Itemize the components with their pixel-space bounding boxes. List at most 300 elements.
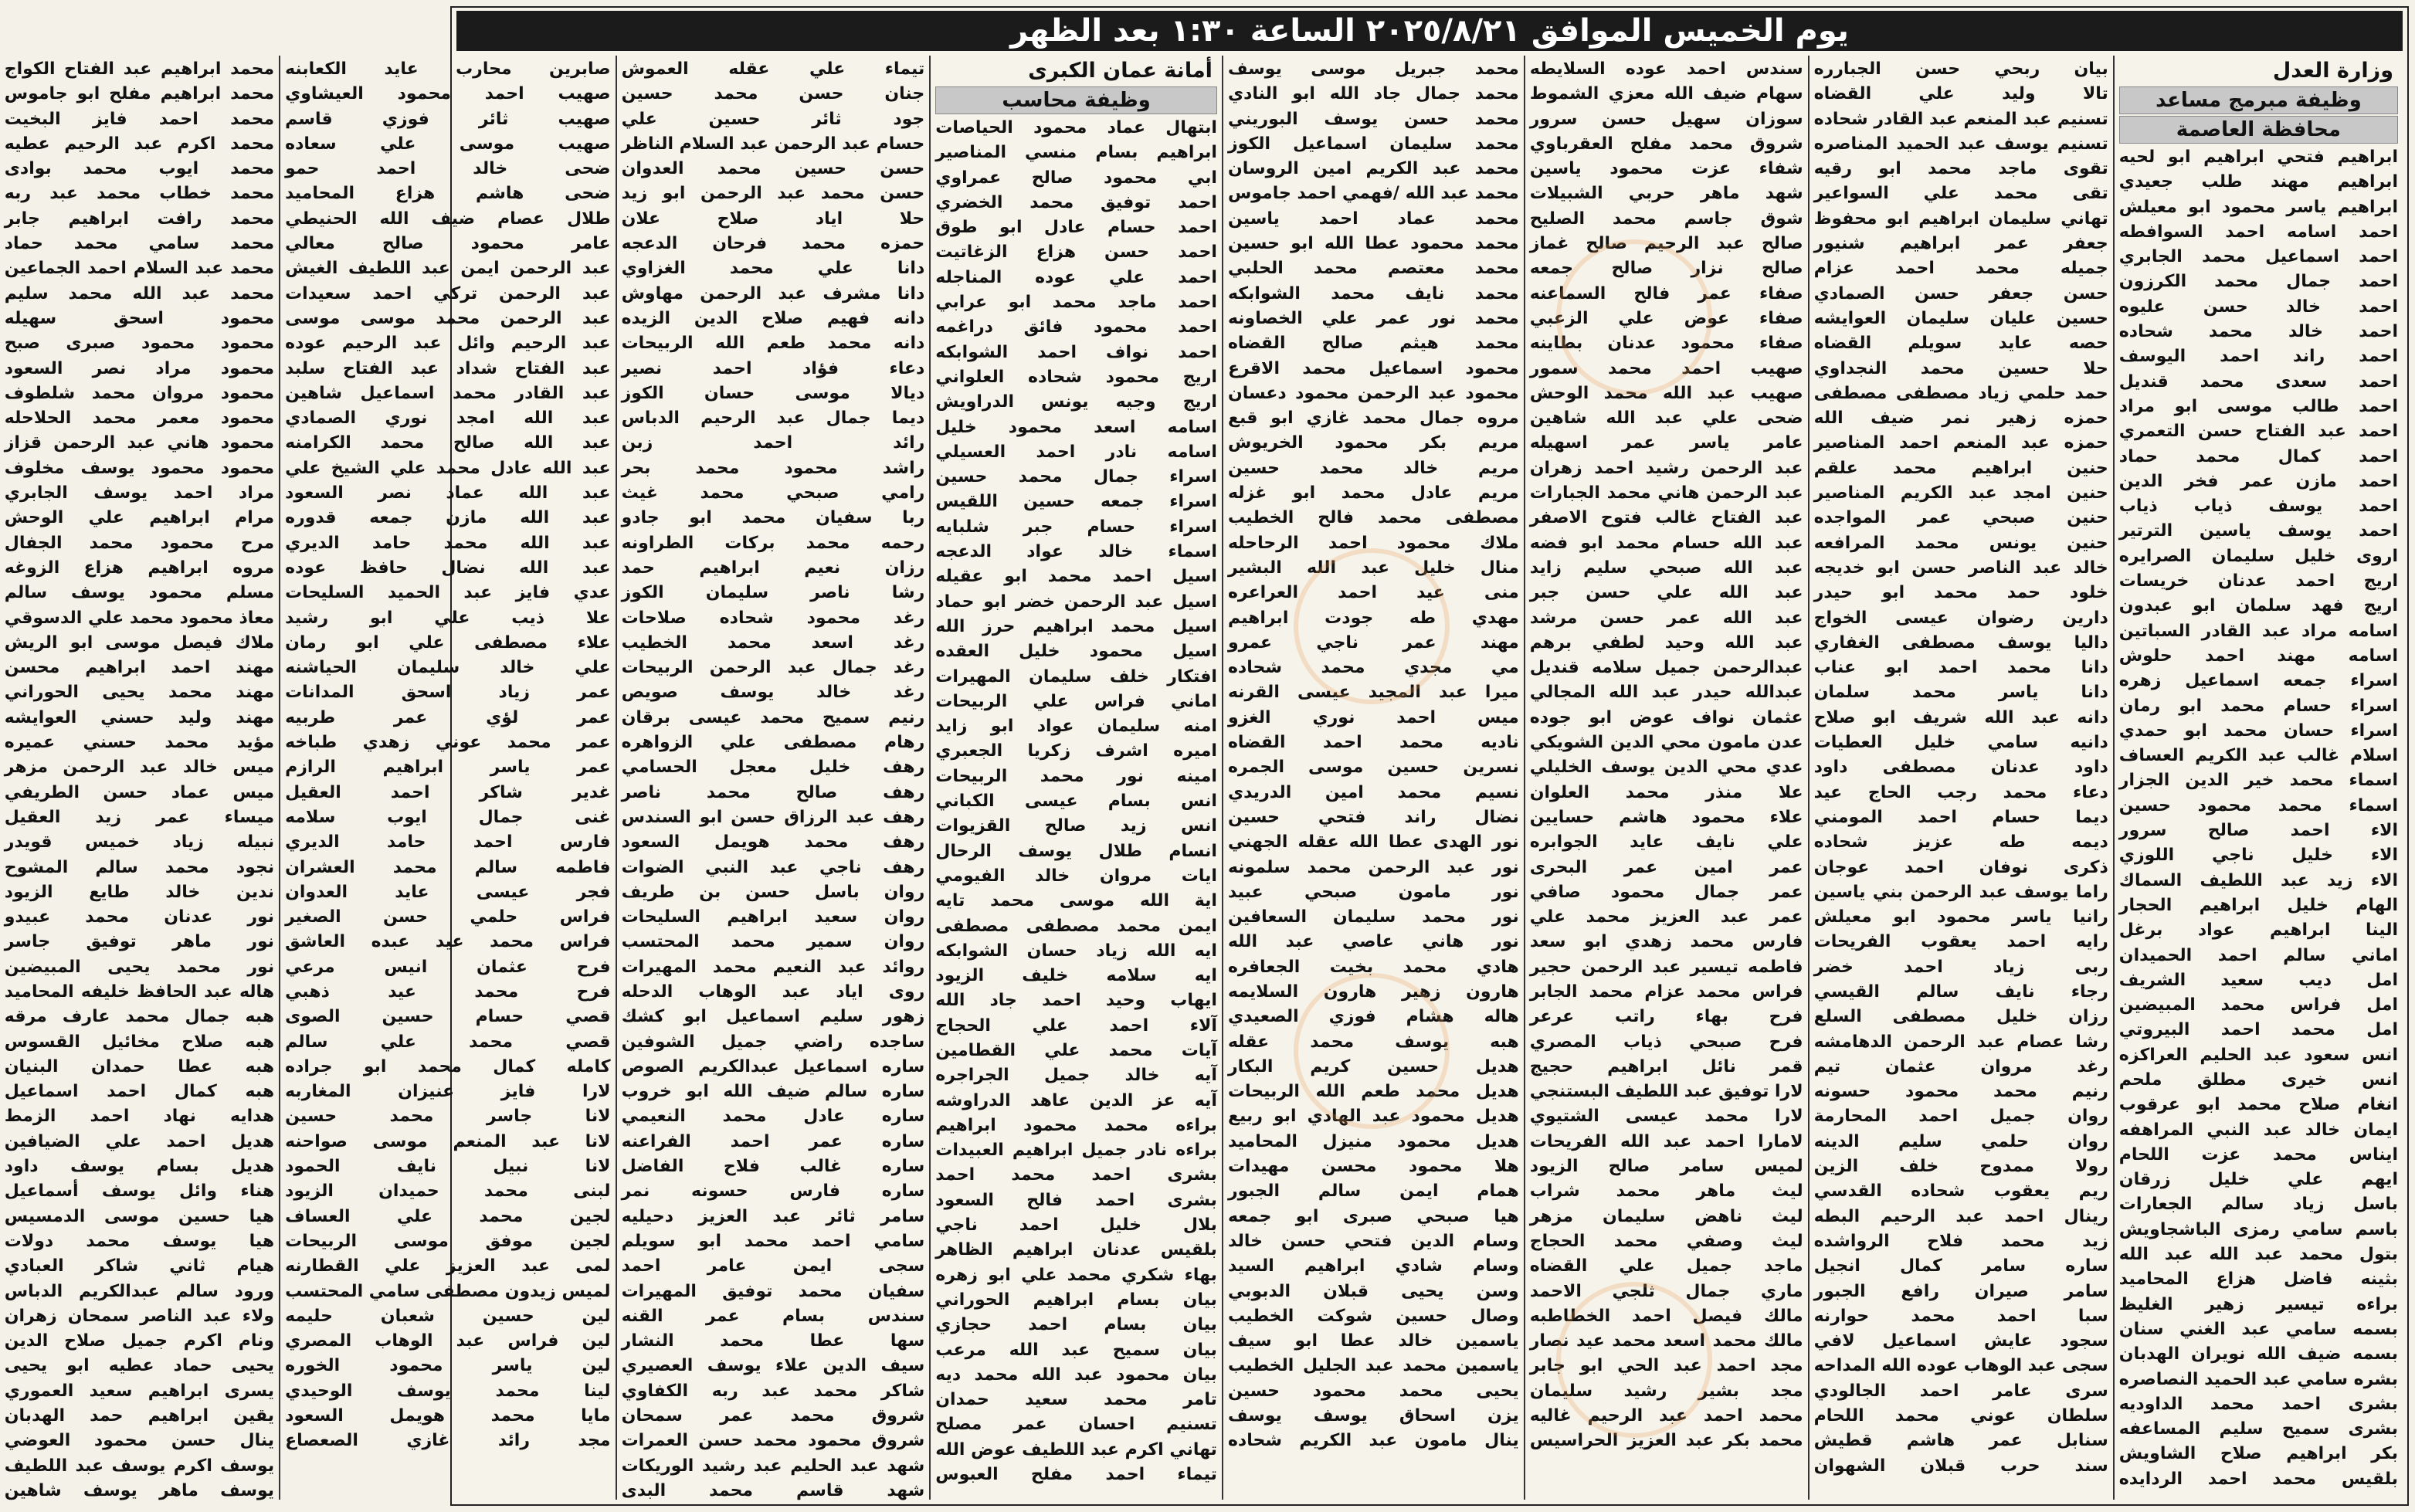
list-item: كامله كمال محمد ابو جراده: [285, 1056, 611, 1076]
list-item: هيا يوسف محمد دولات: [4, 1231, 275, 1251]
list-item: اسيل احمد محمد ابو عقيله: [935, 567, 1217, 587]
list-item: انسام طلال يوسف الرحال: [935, 841, 1217, 861]
list-item: لين فراس عبد الوهاب المصري: [285, 1331, 611, 1351]
list-item: اريج وجيه يونس الدراويش: [935, 392, 1217, 412]
list-item: محمد معتصم محمد الحلبي: [1227, 259, 1519, 279]
list-item: عبد الله عماد نصر السعود: [285, 483, 611, 503]
section-heading: وزارة العدل: [2272, 59, 2393, 83]
list-item: احمد خالد حسن عليوه: [2118, 297, 2398, 317]
list-item: ايه سلامه خليف الزيود: [935, 966, 1217, 986]
list-item: حلا حسين محمد النجداوي: [1813, 358, 2108, 378]
list-item: اروى خليل سليمان الصرايره: [2118, 546, 2398, 566]
list-item: دانيه سامي خليل العطيات: [1813, 733, 2108, 753]
list-item: مهند عمر ناجي عمرو: [1227, 632, 1519, 653]
list-item: جنان حسن محمد حسين: [621, 84, 925, 104]
list-item: سامر صيران رافع الجبور: [1813, 1281, 2108, 1301]
list-item: جعفر عمر ابراهيم شنيور: [1813, 234, 2108, 254]
list-item: رغد خالد يوسف صويص: [621, 683, 925, 703]
list-item: ساره سالم ضيف الله ابو خروب: [621, 1082, 925, 1102]
list-item: عمر ياسر ابراهيم الرازم: [285, 758, 611, 778]
list-item: يزن اسحاق يوسف يوسف: [1227, 1406, 1519, 1426]
list-item: صهيب عبد الله محمد الوحش: [1529, 383, 1803, 403]
list-item: ايهم علي خليل زرقان: [2118, 1170, 2398, 1190]
list-item: عبد الله صالح محمد الكرامنه: [285, 433, 611, 453]
list-item: روان جميل احمد المحارمة: [1813, 1107, 2108, 1127]
list-item: انس سعود عبد الحليم العراكزه: [2118, 1045, 2398, 1065]
list-item: محمد اكرم عبد الرحيم عطيه: [4, 134, 275, 154]
list-item: وسام الدين فتحي حسن خالد: [1227, 1231, 1519, 1251]
list-item: عبد الرحمن هاني محمد الجبارات: [1529, 483, 1803, 503]
list-item: امل ديب سعيد الشريف: [2118, 970, 2398, 990]
list-item: ديما جمال عبد الرحيم الدباس: [621, 409, 925, 429]
list-item: ولاء عبد الناصر سمحان زهران: [4, 1306, 275, 1326]
list-item: مسلم محمود يوسف سالم: [4, 583, 275, 603]
list-item: ينال مامون عبد الكريم شحاده: [1227, 1431, 1519, 1451]
list-item: الهام خليل ابراهيم الحجار: [2118, 895, 2398, 915]
list-item: نور مامون صبحي عبيد: [1227, 882, 1519, 902]
list-item: ياسمين محمد عبد الجليل الخطيب: [1227, 1356, 1519, 1376]
list-item: محمود اسحق سهيله: [4, 308, 275, 328]
list-item: نبيله زياد خميس قويدر: [4, 832, 275, 853]
list-item: محمد احمد فايز البخيت: [4, 109, 275, 129]
list-item: مريم عادل محمد ابو غزله: [1227, 483, 1519, 503]
list-item: صفاء عمر فالح السماعنه: [1529, 283, 1803, 303]
list-item: هاله هشام فوزي الصعيدي: [1227, 1007, 1519, 1027]
list-item: اية الله موسى محمد تايه: [935, 891, 1217, 911]
list-item: فارس احمد حامد الديري: [285, 832, 611, 853]
list-item: عبد الله صبحي سليم زايد: [1529, 558, 1803, 578]
list-item: اسامه اسعد محمود خليل: [935, 417, 1217, 437]
list-item: مروه جمال محمد غازي ابو قبع: [1227, 409, 1519, 429]
list-item: لجين موفق موسى الربيحات: [285, 1231, 611, 1251]
list-item: يحيى محمد محمود حسين: [1227, 1381, 1519, 1401]
list-item: انس بسام عيسى الكباني: [935, 792, 1217, 812]
list-item: براءه محمد محمود ابراهيم: [935, 1115, 1217, 1135]
list-item: محمود محمود يوسف مخلوف: [4, 458, 275, 478]
list-item: صالح عبد الرحيم صالح غماز: [1529, 234, 1803, 254]
list-item: اسيل محمود خليل العقده: [935, 642, 1217, 662]
name-list: [1228, 57, 1519, 1454]
list-item: سرى عامر احمد الجالودي: [1813, 1381, 2108, 1401]
list-item: محمد نايف محمد الشوابكه: [1227, 283, 1519, 303]
list-item: ساره فارس حسونه نمر: [621, 1181, 925, 1202]
list-item: محمود معمر محمد الحلاحله: [4, 409, 275, 429]
list-item: عبد الله حسام محمد ابو فضه: [1529, 533, 1803, 553]
list-item: رهف عبد الرزاق حسن ابو السندس: [621, 807, 925, 827]
list-item: الاء خليل ناجي اللوزي: [2118, 846, 2398, 866]
list-item: سجى ايمن عامر احمد: [621, 1256, 925, 1276]
list-item: حنين يونس محمد المرافعه: [1813, 533, 2108, 553]
list-item: بيان بسام ابراهيم الحوراني: [935, 1290, 1217, 1310]
list-item: حمزه عبد المنعم احمد المناصير: [1813, 433, 2108, 453]
list-item: لارا فايز عنيزان المغاربه: [285, 1082, 611, 1102]
list-item: عمر زياد اسحق المدانات: [285, 683, 611, 703]
list-item: جود ثائر حسين علي: [621, 109, 925, 129]
list-item: صابرين محارب عايد الكعابنه: [285, 59, 611, 79]
list-item: محمد حسن يوسف البوريني: [1227, 109, 1519, 129]
list-item: هديل محمود عبد الهادي ابو ربيع: [1227, 1107, 1519, 1127]
list-item: عبد الله محمد حامد الديري: [285, 533, 611, 553]
list-item: امنه سليمان عواد ابو زايد: [935, 717, 1217, 737]
list-item: علاء مصطفى علي ابو رمان: [285, 632, 611, 653]
list-item: احمد علي عوده المناجله: [935, 267, 1217, 287]
list-item: تسنيم عبد المنعم عبد القادر شحاده: [1813, 109, 2108, 129]
list-item: احمد توفيق محمد الخضري: [935, 192, 1217, 212]
list-item: ديما حسام احمد المومني: [1813, 807, 2108, 827]
list-item: الينا ابراهيم عواد برغل: [2118, 920, 2398, 941]
list-item: بشرى سميح سليم المساعفه: [2118, 1419, 2398, 1439]
list-item: فاطمه تيسير عبد الرحمن حجير: [1529, 957, 1803, 977]
list-item: دانا علي محمد الغزاوي: [621, 259, 925, 279]
list-item: نور عبد الرحمن محمد سلمونه: [1227, 857, 1519, 877]
list-item: نسيم محمد امين الدريدي: [1227, 782, 1519, 802]
list-item: فاطمه سالم محمد العشران: [285, 857, 611, 877]
list-item: دانا ياسر محمد سلمان: [1813, 683, 2108, 703]
list-item: سامر ثائر عبد العزيز دحيليه: [621, 1206, 925, 1226]
list-item: فراس محمد عيد عبده العاشق: [285, 932, 611, 952]
list-item: محمود عبد الرحمن محمود دعسان: [1227, 383, 1519, 403]
list-item: لجين محمد علي العساف: [285, 1206, 611, 1226]
list-item: بلقيس عدنان ابراهيم الظاهر: [935, 1240, 1217, 1260]
list-item: ملاك محمود احمد الرحاحله: [1227, 533, 1519, 553]
list-item: سندس احمد عوده السلايطه: [1529, 59, 1803, 79]
list-item: محمود محمود صبرى صبح: [4, 334, 275, 354]
list-item: عمر امين عمر البحرى: [1529, 857, 1803, 877]
list-item: دانا مشرف عبد الرحمن مهاوش: [621, 283, 925, 303]
list-item: اماني فراس علي الربيحات: [935, 691, 1217, 711]
list-item: دانه فهيم صلاح الدين الزيده: [621, 308, 925, 328]
list-item: رانيا ياسر محمود ابو معيلش: [1813, 907, 2108, 927]
column-1: [2113, 56, 2403, 1500]
list-item: بيان ربحي حسن الجبارره: [1813, 59, 2108, 79]
list-item: اسيل عبد الرحمن خضر ابو حماد: [935, 592, 1217, 612]
list-item: وصال حسين شوكت الخطيب: [1227, 1306, 1519, 1326]
list-item: روى اياد عبد الوهاب الدحله: [621, 981, 925, 1002]
list-item: حصه عايد سويلم القضاه: [1813, 334, 2108, 354]
list-item: هديل محمد طعم الله الربيحات: [1227, 1082, 1519, 1102]
list-item: وسام شادي ابراهيم السيد: [1227, 1256, 1519, 1276]
list-item: ابي محمود صالح عمراوي: [935, 168, 1217, 188]
list-item: احمد كمال محمد حماد: [2118, 446, 2398, 466]
list-item: علي نايف عايد الجوابره: [1529, 832, 1803, 853]
newspaper-page: [4, 6, 2409, 1506]
list-item: تيماء احمد مفلح العبوس: [935, 1465, 1217, 1485]
list-item: محمود مروان محمد شلطوف: [4, 383, 275, 403]
list-item: اسيل محمد ابراهيم حرز الله: [935, 616, 1217, 636]
list-item: اسلام غالب عبد الكريم العساف: [2118, 746, 2398, 766]
list-item: اسراء جمعه اسماعيل زهره: [2118, 671, 2398, 691]
list-item: نضال راند فتحي حسين: [1227, 807, 1519, 827]
list-item: محمد عبد الله /فهمي احمد جاموس: [1227, 184, 1519, 204]
list-item: انس خيرى مطلق ملحم: [2118, 1070, 2398, 1090]
list-item: تقى محمد علي السواعير: [1813, 184, 2108, 204]
list-item: امينه نور محمد الربيحات: [935, 766, 1217, 786]
list-item: اسراء جمعه حسين اللقيس: [935, 492, 1217, 512]
list-item: مرام ابراهيم علي الوحش: [4, 508, 275, 528]
list-item: هدايه نهاد احمد الزمط: [4, 1107, 275, 1127]
list-item: راشد محمود محمد بحر: [621, 458, 925, 478]
list-item: تهاني اكرم عبد اللطيف عوض الله: [935, 1439, 1217, 1459]
list-item: اسماء خالد عواد الدعجه: [935, 542, 1217, 562]
list-item: مجد رائد غازي الصعصاع: [285, 1431, 611, 1451]
list-item: بشرى احمد محمد احمد: [935, 1165, 1217, 1185]
list-item: سندس بسام عمر القنه: [621, 1306, 925, 1326]
column-5: [929, 56, 1222, 1500]
list-item: رنيم سميح محمد عيسى برقان: [621, 707, 925, 727]
list-item: ميس عماد حسن الطريفي: [4, 782, 275, 802]
list-item: اسراء جمال محمد حسين: [935, 467, 1217, 487]
list-item: لارا محمد عيسى الشتيوي: [1529, 1107, 1803, 1127]
list-item: احمد نواف احمد الشوابكه: [935, 342, 1217, 362]
list-item: حنين امجد عبد الكريم المناصير: [1813, 483, 2108, 503]
list-item: شروق محمد عمر سمحان: [621, 1406, 925, 1426]
list-item: رائد احمد زبن: [621, 433, 925, 453]
list-item: دانه عبد الله شريف ابو صلاح: [1813, 707, 2108, 727]
list-item: محمد هيثم صالح القضاه: [1227, 334, 1519, 354]
list-item: تيماء علي عقله العموش: [621, 59, 925, 79]
list-item: محمد بكر عبد العزيز الحراسيس: [1529, 1431, 1803, 1451]
list-item: حلا اياد صلاح علان: [621, 208, 925, 229]
list-item: حمد حلمي زياد مصطفى مصطفى: [1813, 383, 2108, 403]
list-item: مالك فيصل احمد الخطاطبه: [1529, 1306, 1803, 1326]
column-3: [1524, 56, 1808, 1500]
list-item: هبه كمال احمد اسماعيل: [4, 1082, 275, 1102]
list-item: سفيان محمد توفيق المهيرات: [621, 1281, 925, 1301]
list-item: تسنيم احسان عمر مصلح: [935, 1415, 1217, 1435]
list-item: احمد خالد محمد شحاده: [2118, 322, 2398, 342]
list-item: عبد الله امجد نوري الصمادي: [285, 409, 611, 429]
list-item: منى عيد احمد العراعره: [1227, 583, 1519, 603]
list-item: احمد مازن عمر فخر الدين: [2118, 471, 2398, 491]
job-title-box: وظيفة محاسب: [935, 86, 1217, 114]
list-item: رينال احمد عبد الرحيم البطه: [1813, 1206, 2108, 1226]
list-item: ايات مروان خالد الفيومي: [935, 866, 1217, 886]
list-item: عمر محمد عوني زهدي طباخه: [285, 733, 611, 753]
list-item: رامي صبحي محمد غيث: [621, 483, 925, 503]
list-item: نور محمد يحيى المبيضين: [4, 957, 275, 977]
list-item: روان سمير محمد المحتسب: [621, 932, 925, 952]
list-item: بيان سميح عبد الله مرعب: [935, 1340, 1217, 1360]
list-item: احمد راند احمد اليوسف: [2118, 347, 2398, 367]
list-item: دانه محمد طعم الله الربيحات: [621, 334, 925, 354]
list-item: بسمه سامي عبد الغني سنان: [2118, 1319, 2398, 1339]
list-item: احمد طالب موسى ابو مراد: [2118, 396, 2398, 416]
list-item: نسرين حسين موسى الجمره: [1227, 758, 1519, 778]
list-item: ماري جمال ثلجي الاحمد: [1529, 1281, 1803, 1301]
list-item: عدن مامون محي الدين الشويكي: [1529, 733, 1803, 753]
list-item: سامي احمد محمد ابو سويلم: [621, 1231, 925, 1251]
list-item: رزان خليل مصطفى السلع: [1813, 1007, 2108, 1027]
list-item: عمر عبد العزيز محمد علي: [1529, 907, 1803, 927]
list-item: احمد عبد الفتاح حسن التعمري: [2118, 422, 2398, 442]
list-item: فرح محمد عيد ذهبي: [285, 981, 611, 1002]
list-item: ميرا عبد المجيد عيسى القرنه: [1227, 683, 1519, 703]
list-item: سند حرب قبلان الشهوان: [1813, 1456, 2108, 1476]
list-item: محمد عبد الله محمد سليم: [4, 283, 275, 303]
list-item: محمد عبد السلام احمد الجماعين: [4, 259, 275, 279]
list-item: قصي حسام حسين الصوى: [285, 1007, 611, 1027]
list-item: حسام عبد الرحمن عبد السلام الناظر: [621, 134, 925, 154]
list-item: حمزه محمد فرحان الدعجه: [621, 234, 925, 254]
list-item: الاء زيد عبد اللطيف السماك: [2118, 870, 2398, 890]
list-item: حسن حسين محمد العدوان: [621, 159, 925, 179]
list-item: تهاني سليمان ابراهيم ابو محفوظ: [1813, 208, 2108, 229]
list-item: عامر محمود صالح معالي: [285, 234, 611, 254]
list-item: لامارا احمد عبد الله الفريحات: [1529, 1131, 1803, 1151]
list-item: آيات محمد علي القطامين: [935, 1040, 1217, 1060]
list-item: امل فراس محمد المبيضين: [2118, 995, 2398, 1015]
list-item: مروه ابراهيم هزاع الزوغه: [4, 558, 275, 578]
column-7: [279, 56, 615, 1500]
list-item: انس زيد صالح القزيوات: [935, 816, 1217, 836]
list-item: عبد الرحيم وائل عبد الرحيم عوده: [285, 334, 611, 354]
list-item: قصي محمد علي سالم: [285, 1032, 611, 1052]
list-item: ربا سفيان محمد ابو جادو: [621, 508, 925, 528]
list-item: هناء وائل يوسف أسماعيل: [4, 1181, 275, 1202]
list-item: بشرى احمد فالح السعود: [935, 1190, 1217, 1210]
list-item: مهدي طه جودت ابراهيم: [1227, 608, 1519, 628]
column-6: [616, 56, 930, 1500]
list-item: محمد سامي محمد حماد: [4, 234, 275, 254]
list-item: رهام مصطفى علي الزواهره: [621, 733, 925, 753]
list-item: فراس حلمي حسن الصغير: [285, 907, 611, 927]
list-item: سلطان عوني محمد اللحام: [1813, 1406, 2108, 1426]
list-item: تقوى ماجد محمد ابو رقيه: [1813, 159, 2108, 179]
list-item: بلقيس محمد احمد الردايده: [2118, 1469, 2398, 1489]
list-item: بلال خليل احمد ناجي: [935, 1215, 1217, 1236]
list-item: شهد قاسم محمد البدى: [621, 1480, 925, 1500]
list-item: لين ياسر محمود الخوره: [285, 1356, 611, 1376]
list-item: روان باسل حسن بن طريف: [621, 882, 925, 902]
list-item: ساره سامر كمال انجيل: [1813, 1256, 2108, 1276]
list-item: شاكر محمد عبد ربه الكفاوي: [621, 1381, 925, 1401]
list-item: ميساء عمر زيد العقيل: [4, 807, 275, 827]
list-item: ربى زياد احمد خضر: [1813, 957, 2108, 977]
list-item: براءه تيسير زهير الغليظ: [2118, 1294, 2398, 1314]
list-item: ينال حسن محمود العوضي: [4, 1431, 275, 1451]
list-item: عامر ياسر عمر اسهيله: [1529, 433, 1803, 453]
list-item: اسراء حسام محمد ابو رمان: [2118, 696, 2398, 716]
list-item: يوسف ماهر يوسف شاهين: [4, 1480, 275, 1500]
list-item: لينا محمد يوسف الوحيدي: [285, 1381, 611, 1401]
list-item: حمزه زهير نمر ضيف الله: [1813, 409, 2108, 429]
list-item: شفاء عزت محمود ياسين: [1529, 159, 1803, 179]
list-item: اريج محمود شحاده العلواني: [935, 367, 1217, 387]
list-item: لانا عبد المنعم موسى صواحنه: [285, 1131, 611, 1151]
list-item: رحمه محمد بركات الطراونه: [621, 533, 925, 553]
list-item: عبد الله عادل محمد علي الشيخ علي: [285, 458, 611, 478]
list-item: رشا عصام عبد الرحمن الدهامشه: [1813, 1032, 2108, 1052]
list-item: صالح نزار صالح جمعه: [1529, 259, 1803, 279]
list-item: عمر جمال محمود صافي: [1529, 882, 1803, 902]
list-item: لانا جاسر محمد حسين: [285, 1107, 611, 1127]
list-item: حنين صبحي عمر المواجده: [1813, 508, 2108, 528]
list-item: عبد الرحمن ايمن عبد اللطيف الغيش: [285, 259, 611, 279]
list-item: يسرى ابراهيم سعيد العموري: [4, 1381, 275, 1401]
list-item: عبد الله مازن جمعه قدوره: [285, 508, 611, 528]
list-item: لين حسين شعبان حليمه: [285, 1306, 611, 1326]
list-item: تسنيم يوسف عبد الحميد المناصره: [1813, 134, 2108, 154]
list-item: لانا نبيل نايف الحمود: [285, 1157, 611, 1177]
list-item: لارا توفيق عبد اللطيف البستنجي: [1529, 1082, 1803, 1102]
list-item: غنى جمال ايوب سلامه: [285, 807, 611, 827]
list-item: براءه نادر جميل ابراهيم العبيدات: [935, 1141, 1217, 1161]
list-item: ابراهيم ياسر محمود ابو معيلش: [2118, 197, 2398, 217]
list-item: لميس زيدون مصطفى سامي المحتسب: [285, 1281, 611, 1301]
list-item: منال خليل عبد الله البشير: [1227, 558, 1519, 578]
list-item: رولا ممدوح خلف الزين: [1813, 1157, 2108, 1177]
list-item: عبدالرحمن جميل سلامه قنديل: [1529, 658, 1803, 678]
list-item: رجاء نايف سالم القيسي: [1813, 981, 2108, 1002]
list-item: عبدالله حيدر عبد الله المجالي: [1529, 683, 1803, 703]
list-item: محمد احمد عبد الرحيم غاليه: [1529, 1406, 1803, 1426]
list-item: ايمن محمد مصطفى مصطفى: [935, 916, 1217, 936]
list-item: ابراهيم فتحي ابراهيم ابو لحيه: [2118, 147, 2398, 167]
list-item: ساره اسماعيل عبدالكريم الصوص: [621, 1056, 925, 1076]
list-item: هيام ثاني شاكر العبادي: [4, 1256, 275, 1276]
list-item: مريم بكر محمود الخريوش: [1227, 433, 1519, 453]
name-list: [622, 57, 925, 1504]
list-item: مراد احمد يوسف الجابري: [4, 483, 275, 503]
list-item: همام ايمن سالم الجبور: [1227, 1181, 1519, 1202]
list-item: ليث وصفي محمد الحجاج: [1529, 1231, 1803, 1251]
list-item: علا منذر محمد العلوان: [1529, 782, 1803, 802]
list-item: محمد خطاب محمد عبد ربه: [4, 184, 275, 204]
list-item: وسن يحيى قبلان الدبوبي: [1227, 1281, 1519, 1301]
list-item: بشره سامي عبد الحميد النصاصره: [2118, 1369, 2398, 1389]
list-item: هديل بسام يوسف داود: [4, 1157, 275, 1177]
list-item: اسراء حسام جبر شلبايه: [935, 517, 1217, 537]
list-item: غدير شاكر احمد العقيل: [285, 782, 611, 802]
list-item: نور الهدى عطا الله عقله الجهني: [1227, 832, 1519, 853]
list-item: امل محمد احمد البيروتي: [2118, 1020, 2398, 1040]
list-item: فجر عيسى عايد العدوان: [285, 882, 611, 902]
list-item: صهيب ثائر فوزي قاسم: [285, 109, 611, 129]
list-item: روان حلمي سليم الدينه: [1813, 1131, 2108, 1151]
list-item: فرح بهاء راتب عرعر: [1529, 1007, 1803, 1027]
list-item: روائد عبد النعيم محمد المهيرات: [621, 957, 925, 977]
list-item: ميس خالد عبد الرحمن مزهر: [4, 758, 275, 778]
list-item: عبد الله وحيد لطفي برهم: [1529, 632, 1803, 653]
list-item: سوزان سهيل حسن سرور: [1529, 109, 1803, 129]
list-item: نجود محمد سالم المشوح: [4, 857, 275, 877]
list-item: هبه يوسف محمد عقله: [1227, 1032, 1519, 1052]
list-item: انغام صلاح محمد ابو عرقوب: [2118, 1095, 2398, 1115]
list-item: معاذ محمود محمد علي الدسوقي: [4, 608, 275, 628]
list-item: اسماء محمد خير الدين الجزار: [2118, 771, 2398, 791]
list-item: ابتهال عماد محمود الحياصات: [935, 118, 1217, 137]
list-item: حسن جعفر حسن الصمادي: [1813, 283, 2108, 303]
list-item: صفاء محمود عدنان بطاينه: [1529, 334, 1803, 354]
list-item: تامر محمد سعيد حمدان: [935, 1390, 1217, 1410]
list-item: دعاء محمد رجب الحاج عيد: [1813, 782, 2108, 802]
list-item: ديمه طه عزيز شحاده: [1813, 832, 2108, 853]
list-item: نور عدنان محمد عبيدو: [4, 907, 275, 927]
list-item: ونام اكرم جميل صلاح الدين: [4, 1331, 275, 1351]
list-item: مجد بشير رشيد سليمان: [1529, 1381, 1803, 1401]
list-item: صفاء عوض علي الزعبي: [1529, 308, 1803, 328]
column-8: [0, 56, 279, 1500]
name-list: [2119, 145, 2398, 1492]
list-item: آيه عز الدين عاهد الدراوشه: [935, 1090, 1217, 1110]
list-item: رنيم محمد محمود حسونه: [1813, 1082, 2108, 1102]
list-item: بيان محمود عبد الله محمد ديه: [935, 1365, 1217, 1385]
list-item: احمد سعدى محمد قنديل: [2118, 371, 2398, 392]
name-list: [935, 116, 1217, 1487]
list-item: اسراء حسان محمد ابو حمدي: [2118, 720, 2398, 741]
list-item: يوسف اكرم يوسف عبد اللطيف: [4, 1456, 275, 1476]
list-item: هبه عطا حمدان البنيان: [4, 1056, 275, 1076]
